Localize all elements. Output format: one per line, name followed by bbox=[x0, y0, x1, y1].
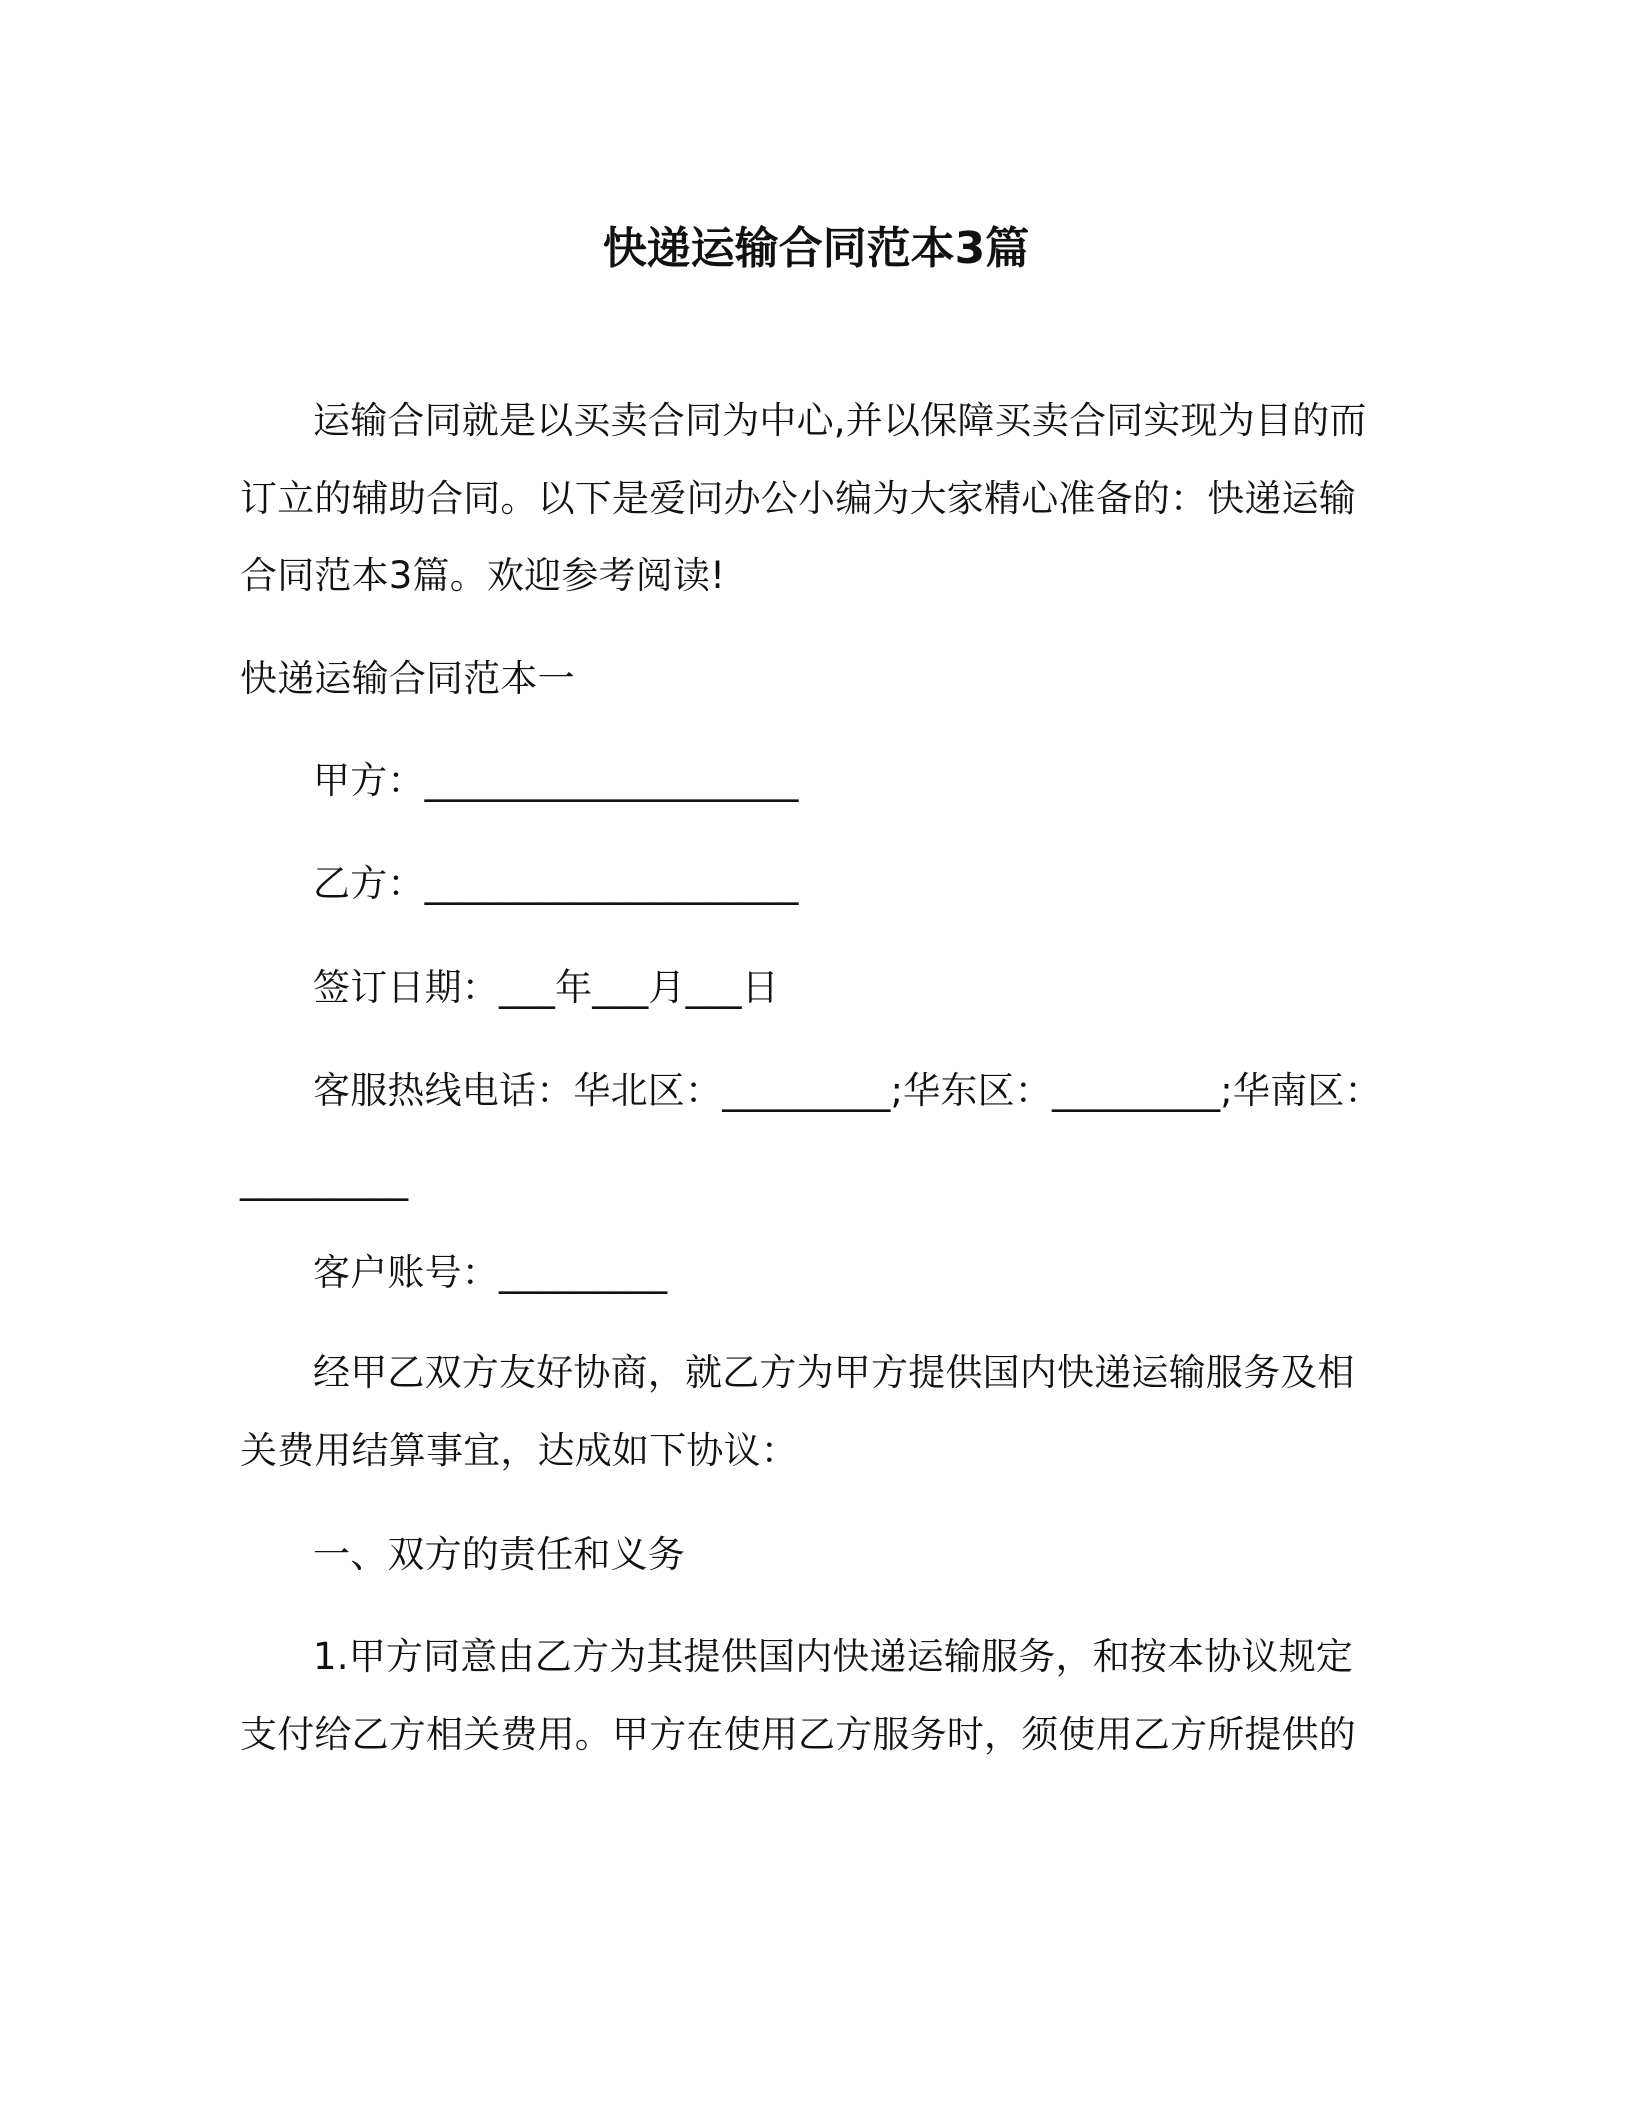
clause-line: 1.甲方同意由乙方为其提供国内快递运输服务，和按本协议规定 bbox=[313, 1635, 1354, 1678]
document-title: 快递运输合同范本3篇 bbox=[602, 223, 1030, 274]
clause-heading: 一、双方的责任和义务 bbox=[313, 1533, 685, 1576]
hotline-field-cont: _________ bbox=[240, 1158, 409, 1201]
party-b-field: 乙方：____________________ bbox=[313, 862, 799, 905]
clause-line: 支付给乙方相关费用。甲方在使用乙方服务时，须使用乙方所提供的 bbox=[240, 1713, 1356, 1756]
section-heading: 快递运输合同范本一 bbox=[240, 657, 575, 700]
sign-date-field: 签订日期：___年___月___日 bbox=[313, 966, 779, 1009]
hotline-field: 客服热线电话：华北区：_________;华东区：_________;华南区： bbox=[313, 1069, 1382, 1112]
intro-line: 订立的辅助合同。以下是爱问办公小编为大家精心准备的：快递运输 bbox=[240, 477, 1356, 520]
body-line: 经甲乙双方友好协商，就乙方为甲方提供国内快递运输服务及相 bbox=[313, 1351, 1355, 1394]
intro-line: 合同范本3篇。欢迎参考阅读! bbox=[240, 554, 726, 597]
intro-line: 运输合同就是以买卖合同为中心,并以保障买卖合同实现为目的而 bbox=[313, 399, 1367, 442]
body-line: 关费用结算事宜，达成如下协议： bbox=[240, 1429, 798, 1472]
party-a-field: 甲方：____________________ bbox=[313, 759, 799, 802]
account-field: 客户账号：_________ bbox=[313, 1251, 668, 1294]
